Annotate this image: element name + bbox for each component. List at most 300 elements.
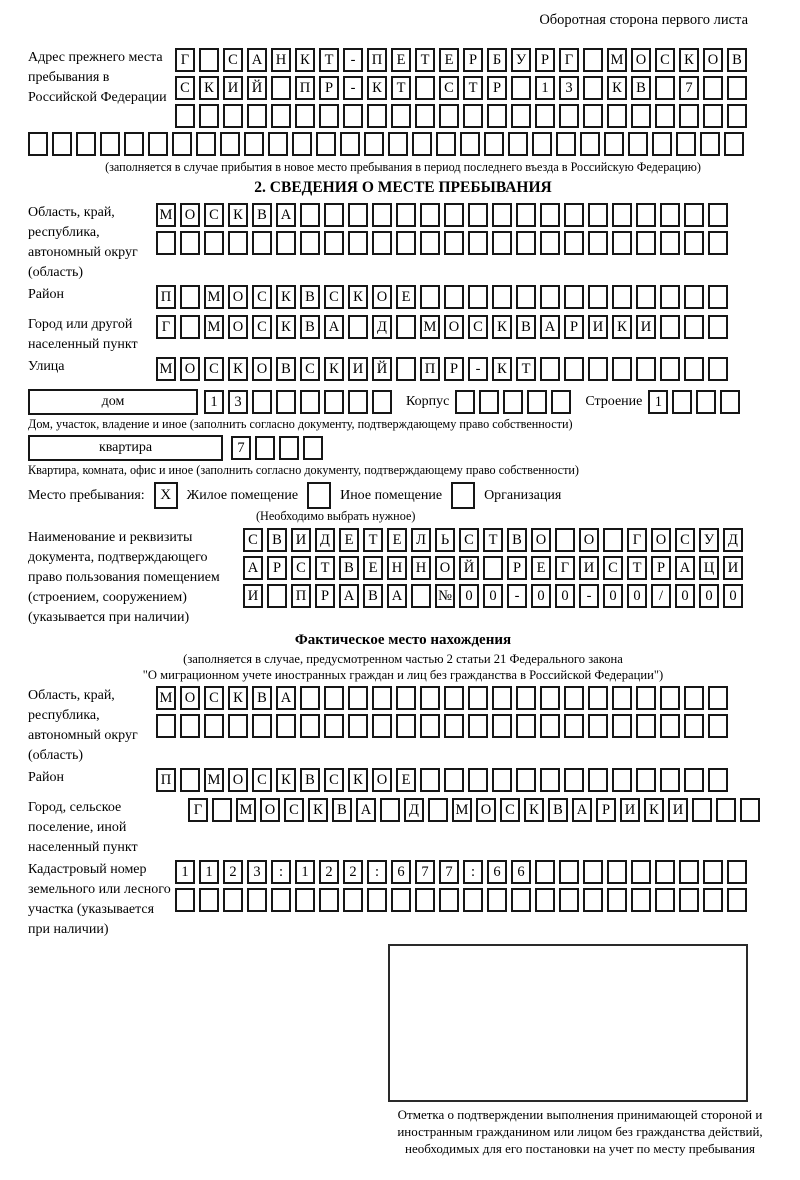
checkbox-residential[interactable]: X xyxy=(154,482,178,509)
char-cell[interactable]: Т xyxy=(627,556,647,580)
char-cell[interactable] xyxy=(196,132,216,156)
char-cell[interactable] xyxy=(295,888,315,912)
char-cell[interactable] xyxy=(612,231,632,255)
char-cell[interactable]: Р xyxy=(487,76,507,100)
char-cell[interactable] xyxy=(535,104,555,128)
char-cell[interactable] xyxy=(156,714,176,738)
char-cell[interactable]: В xyxy=(727,48,747,72)
char-cell[interactable]: Т xyxy=(483,528,503,552)
char-cell[interactable]: Й xyxy=(459,556,479,580)
char-cell[interactable] xyxy=(411,584,431,608)
char-cell[interactable]: В xyxy=(252,203,272,227)
char-cell[interactable] xyxy=(551,390,571,414)
char-cell[interactable] xyxy=(535,860,555,884)
char-cell[interactable] xyxy=(199,48,219,72)
char-cell[interactable]: И xyxy=(588,315,608,339)
char-cell[interactable] xyxy=(319,104,339,128)
char-cell[interactable]: Е xyxy=(439,48,459,72)
char-cell[interactable] xyxy=(100,132,120,156)
char-cell[interactable]: С xyxy=(223,48,243,72)
char-cell[interactable] xyxy=(348,714,368,738)
char-cell[interactable]: К xyxy=(324,357,344,381)
char-cell[interactable] xyxy=(300,390,320,414)
char-cell[interactable]: 2 xyxy=(319,860,339,884)
char-cell[interactable]: О xyxy=(651,528,671,552)
char-cell[interactable] xyxy=(223,888,243,912)
char-cell[interactable] xyxy=(300,714,320,738)
char-cell[interactable] xyxy=(267,584,287,608)
char-cell[interactable]: И xyxy=(668,798,688,822)
char-cell[interactable] xyxy=(444,203,464,227)
char-cell[interactable]: А xyxy=(247,48,267,72)
char-cell[interactable]: М xyxy=(204,285,224,309)
char-cell[interactable] xyxy=(204,231,224,255)
char-cell[interactable] xyxy=(247,104,267,128)
char-cell[interactable]: : xyxy=(463,860,483,884)
char-cell[interactable]: П xyxy=(367,48,387,72)
char-cell[interactable] xyxy=(684,285,704,309)
char-cell[interactable] xyxy=(303,436,323,460)
char-cell[interactable] xyxy=(463,888,483,912)
char-cell[interactable] xyxy=(660,231,680,255)
char-cell[interactable]: В xyxy=(252,686,272,710)
char-cell[interactable] xyxy=(420,686,440,710)
char-cell[interactable] xyxy=(492,203,512,227)
char-cell[interactable] xyxy=(439,888,459,912)
char-cell[interactable] xyxy=(492,768,512,792)
char-cell[interactable] xyxy=(692,798,712,822)
char-cell[interactable] xyxy=(348,231,368,255)
char-cell[interactable] xyxy=(271,888,291,912)
char-cell[interactable]: М xyxy=(156,357,176,381)
char-cell[interactable] xyxy=(180,285,200,309)
char-cell[interactable] xyxy=(740,798,760,822)
char-cell[interactable] xyxy=(516,768,536,792)
char-cell[interactable] xyxy=(444,768,464,792)
char-cell[interactable] xyxy=(175,888,195,912)
char-cell[interactable]: Г xyxy=(156,315,176,339)
char-cell[interactable] xyxy=(588,285,608,309)
char-cell[interactable] xyxy=(727,104,747,128)
char-cell[interactable]: С xyxy=(603,556,623,580)
char-cell[interactable] xyxy=(343,888,363,912)
char-cell[interactable] xyxy=(679,888,699,912)
char-cell[interactable]: У xyxy=(699,528,719,552)
char-cell[interactable] xyxy=(148,132,168,156)
char-cell[interactable]: О xyxy=(260,798,280,822)
char-cell[interactable]: 0 xyxy=(531,584,551,608)
char-cell[interactable]: В xyxy=(276,357,296,381)
char-cell[interactable] xyxy=(564,768,584,792)
char-cell[interactable] xyxy=(172,132,192,156)
char-cell[interactable] xyxy=(540,357,560,381)
char-cell[interactable]: 0 xyxy=(483,584,503,608)
char-cell[interactable]: А xyxy=(339,584,359,608)
char-cell[interactable]: Г xyxy=(175,48,195,72)
char-cell[interactable]: А xyxy=(387,584,407,608)
char-cell[interactable] xyxy=(636,357,656,381)
char-cell[interactable]: 0 xyxy=(555,584,575,608)
char-cell[interactable]: : xyxy=(367,860,387,884)
char-cell[interactable] xyxy=(420,203,440,227)
char-cell[interactable]: Н xyxy=(411,556,431,580)
char-cell[interactable]: В xyxy=(267,528,287,552)
char-cell[interactable]: М xyxy=(156,686,176,710)
char-cell[interactable] xyxy=(708,231,728,255)
char-cell[interactable]: Н xyxy=(271,48,291,72)
char-cell[interactable] xyxy=(420,768,440,792)
char-cell[interactable] xyxy=(703,104,723,128)
char-cell[interactable] xyxy=(199,888,219,912)
char-cell[interactable] xyxy=(487,104,507,128)
char-cell[interactable]: С xyxy=(439,76,459,100)
char-cell[interactable] xyxy=(583,888,603,912)
char-cell[interactable]: О xyxy=(476,798,496,822)
char-cell[interactable] xyxy=(564,714,584,738)
char-cell[interactable]: В xyxy=(300,315,320,339)
char-cell[interactable] xyxy=(279,436,299,460)
char-cell[interactable] xyxy=(652,132,672,156)
char-cell[interactable] xyxy=(412,132,432,156)
char-cell[interactable] xyxy=(415,104,435,128)
char-cell[interactable] xyxy=(703,888,723,912)
char-cell[interactable] xyxy=(660,768,680,792)
char-cell[interactable] xyxy=(588,714,608,738)
char-cell[interactable]: С xyxy=(655,48,675,72)
char-cell[interactable] xyxy=(180,714,200,738)
char-cell[interactable]: - xyxy=(343,48,363,72)
char-cell[interactable] xyxy=(492,714,512,738)
char-cell[interactable]: Г xyxy=(559,48,579,72)
char-cell[interactable] xyxy=(612,714,632,738)
char-cell[interactable] xyxy=(468,768,488,792)
char-cell[interactable]: - xyxy=(468,357,488,381)
char-cell[interactable]: К xyxy=(348,768,368,792)
char-cell[interactable] xyxy=(540,203,560,227)
char-cell[interactable]: О xyxy=(228,315,248,339)
char-cell[interactable]: П xyxy=(295,76,315,100)
char-cell[interactable] xyxy=(612,357,632,381)
char-cell[interactable]: К xyxy=(612,315,632,339)
char-cell[interactable]: К xyxy=(276,285,296,309)
char-cell[interactable]: В xyxy=(332,798,352,822)
char-cell[interactable] xyxy=(511,76,531,100)
char-cell[interactable] xyxy=(660,285,680,309)
char-cell[interactable]: С xyxy=(324,285,344,309)
char-cell[interactable]: С xyxy=(243,528,263,552)
char-cell[interactable] xyxy=(580,132,600,156)
char-cell[interactable] xyxy=(720,390,740,414)
char-cell[interactable]: М xyxy=(156,203,176,227)
char-cell[interactable] xyxy=(708,768,728,792)
char-cell[interactable]: С xyxy=(284,798,304,822)
char-cell[interactable]: Т xyxy=(315,556,335,580)
char-cell[interactable] xyxy=(555,528,575,552)
char-cell[interactable] xyxy=(655,860,675,884)
char-cell[interactable]: К xyxy=(492,357,512,381)
char-cell[interactable] xyxy=(516,231,536,255)
char-cell[interactable] xyxy=(556,132,576,156)
char-cell[interactable]: Р xyxy=(463,48,483,72)
char-cell[interactable] xyxy=(631,860,651,884)
char-cell[interactable] xyxy=(564,686,584,710)
char-cell[interactable] xyxy=(583,76,603,100)
char-cell[interactable] xyxy=(468,203,488,227)
char-cell[interactable] xyxy=(180,315,200,339)
char-cell[interactable] xyxy=(492,231,512,255)
char-cell[interactable]: - xyxy=(343,76,363,100)
char-cell[interactable]: 0 xyxy=(603,584,623,608)
char-cell[interactable] xyxy=(252,231,272,255)
char-cell[interactable]: С xyxy=(500,798,520,822)
char-cell[interactable]: № xyxy=(435,584,455,608)
char-cell[interactable]: 3 xyxy=(559,76,579,100)
char-cell[interactable]: М xyxy=(420,315,440,339)
char-cell[interactable]: А xyxy=(324,315,344,339)
char-cell[interactable] xyxy=(612,285,632,309)
char-cell[interactable] xyxy=(703,76,723,100)
char-cell[interactable] xyxy=(244,132,264,156)
char-cell[interactable]: - xyxy=(579,584,599,608)
char-cell[interactable]: Д xyxy=(315,528,335,552)
char-cell[interactable]: И xyxy=(636,315,656,339)
char-cell[interactable]: П xyxy=(291,584,311,608)
char-cell[interactable]: А xyxy=(243,556,263,580)
char-cell[interactable] xyxy=(532,132,552,156)
char-cell[interactable] xyxy=(324,390,344,414)
char-cell[interactable] xyxy=(676,132,696,156)
char-cell[interactable] xyxy=(540,285,560,309)
char-cell[interactable] xyxy=(479,390,499,414)
char-cell[interactable]: Е xyxy=(396,285,416,309)
char-cell[interactable] xyxy=(367,888,387,912)
char-cell[interactable]: С xyxy=(459,528,479,552)
char-cell[interactable] xyxy=(636,714,656,738)
char-cell[interactable]: Е xyxy=(339,528,359,552)
char-cell[interactable] xyxy=(348,390,368,414)
char-cell[interactable] xyxy=(199,104,219,128)
char-cell[interactable]: С xyxy=(204,686,224,710)
char-cell[interactable]: Д xyxy=(372,315,392,339)
char-cell[interactable] xyxy=(607,888,627,912)
char-cell[interactable]: И xyxy=(223,76,243,100)
char-cell[interactable]: О xyxy=(252,357,272,381)
char-cell[interactable]: Е xyxy=(363,556,383,580)
char-cell[interactable] xyxy=(583,104,603,128)
char-cell[interactable] xyxy=(511,104,531,128)
char-cell[interactable] xyxy=(228,231,248,255)
char-cell[interactable] xyxy=(468,285,488,309)
char-cell[interactable] xyxy=(727,888,747,912)
char-cell[interactable] xyxy=(516,686,536,710)
char-cell[interactable] xyxy=(396,231,416,255)
char-cell[interactable] xyxy=(343,104,363,128)
char-cell[interactable] xyxy=(660,357,680,381)
char-cell[interactable]: Р xyxy=(319,76,339,100)
char-cell[interactable] xyxy=(391,888,411,912)
char-cell[interactable] xyxy=(316,132,336,156)
char-cell[interactable] xyxy=(559,104,579,128)
char-cell[interactable] xyxy=(292,132,312,156)
char-cell[interactable] xyxy=(252,390,272,414)
char-cell[interactable]: 6 xyxy=(487,860,507,884)
char-cell[interactable]: М xyxy=(204,768,224,792)
char-cell[interactable] xyxy=(672,390,692,414)
char-cell[interactable]: К xyxy=(228,203,248,227)
char-cell[interactable]: Г xyxy=(627,528,647,552)
char-cell[interactable] xyxy=(52,132,72,156)
char-cell[interactable]: А xyxy=(540,315,560,339)
char-cell[interactable]: Т xyxy=(415,48,435,72)
char-cell[interactable] xyxy=(436,132,456,156)
char-cell[interactable] xyxy=(636,768,656,792)
char-cell[interactable]: О xyxy=(228,285,248,309)
char-cell[interactable] xyxy=(348,203,368,227)
char-cell[interactable] xyxy=(503,390,523,414)
char-cell[interactable]: К xyxy=(644,798,664,822)
char-cell[interactable] xyxy=(588,203,608,227)
char-cell[interactable]: Й xyxy=(372,357,392,381)
char-cell[interactable] xyxy=(484,132,504,156)
char-cell[interactable] xyxy=(396,357,416,381)
char-cell[interactable] xyxy=(655,104,675,128)
char-cell[interactable] xyxy=(487,888,507,912)
char-cell[interactable] xyxy=(679,104,699,128)
char-cell[interactable] xyxy=(655,888,675,912)
char-cell[interactable] xyxy=(300,231,320,255)
char-cell[interactable]: 1 xyxy=(535,76,555,100)
char-cell[interactable]: - xyxy=(507,584,527,608)
char-cell[interactable] xyxy=(708,714,728,738)
char-cell[interactable]: И xyxy=(291,528,311,552)
char-cell[interactable] xyxy=(324,686,344,710)
char-cell[interactable] xyxy=(540,231,560,255)
char-cell[interactable]: Р xyxy=(315,584,335,608)
char-cell[interactable]: А xyxy=(276,203,296,227)
char-cell[interactable] xyxy=(444,231,464,255)
char-cell[interactable]: 7 xyxy=(439,860,459,884)
char-cell[interactable] xyxy=(684,357,704,381)
char-cell[interactable]: М xyxy=(204,315,224,339)
char-cell[interactable]: Н xyxy=(387,556,407,580)
char-cell[interactable] xyxy=(727,76,747,100)
char-cell[interactable]: И xyxy=(243,584,263,608)
char-cell[interactable] xyxy=(276,231,296,255)
char-cell[interactable]: 3 xyxy=(247,860,267,884)
char-cell[interactable]: К xyxy=(679,48,699,72)
char-cell[interactable]: А xyxy=(675,556,695,580)
char-cell[interactable] xyxy=(604,132,624,156)
char-cell[interactable]: В xyxy=(300,768,320,792)
char-cell[interactable]: Т xyxy=(391,76,411,100)
char-cell[interactable]: К xyxy=(492,315,512,339)
char-cell[interactable] xyxy=(684,714,704,738)
char-cell[interactable]: Р xyxy=(564,315,584,339)
char-cell[interactable]: 6 xyxy=(511,860,531,884)
char-cell[interactable]: Л xyxy=(411,528,431,552)
char-cell[interactable] xyxy=(527,390,547,414)
char-cell[interactable] xyxy=(276,390,296,414)
char-cell[interactable] xyxy=(607,104,627,128)
char-cell[interactable] xyxy=(348,686,368,710)
char-cell[interactable]: Д xyxy=(404,798,424,822)
char-cell[interactable]: 0 xyxy=(627,584,647,608)
char-cell[interactable] xyxy=(612,686,632,710)
char-cell[interactable] xyxy=(603,528,623,552)
char-cell[interactable]: 0 xyxy=(723,584,743,608)
char-cell[interactable] xyxy=(700,132,720,156)
char-cell[interactable] xyxy=(460,132,480,156)
char-cell[interactable] xyxy=(220,132,240,156)
char-cell[interactable]: О xyxy=(531,528,551,552)
char-cell[interactable] xyxy=(628,132,648,156)
char-cell[interactable] xyxy=(324,714,344,738)
char-cell[interactable] xyxy=(372,203,392,227)
char-cell[interactable] xyxy=(340,132,360,156)
char-cell[interactable]: Ь xyxy=(435,528,455,552)
char-cell[interactable] xyxy=(428,798,448,822)
char-cell[interactable] xyxy=(420,285,440,309)
char-cell[interactable] xyxy=(660,203,680,227)
char-cell[interactable]: / xyxy=(651,584,671,608)
char-cell[interactable] xyxy=(444,686,464,710)
char-cell[interactable]: В xyxy=(300,285,320,309)
char-cell[interactable]: Г xyxy=(555,556,575,580)
char-cell[interactable] xyxy=(684,231,704,255)
char-cell[interactable] xyxy=(696,390,716,414)
char-cell[interactable]: Б xyxy=(487,48,507,72)
char-cell[interactable]: А xyxy=(572,798,592,822)
char-cell[interactable]: С xyxy=(204,203,224,227)
char-cell[interactable] xyxy=(367,104,387,128)
char-cell[interactable]: В xyxy=(631,76,651,100)
char-cell[interactable]: К xyxy=(348,285,368,309)
char-cell[interactable] xyxy=(300,686,320,710)
char-cell[interactable] xyxy=(444,714,464,738)
char-cell[interactable] xyxy=(588,231,608,255)
char-cell[interactable] xyxy=(156,231,176,255)
char-cell[interactable] xyxy=(348,315,368,339)
char-cell[interactable]: И xyxy=(723,556,743,580)
char-cell[interactable]: С xyxy=(204,357,224,381)
char-cell[interactable] xyxy=(271,76,291,100)
char-cell[interactable]: Й xyxy=(247,76,267,100)
char-cell[interactable]: Р xyxy=(596,798,616,822)
char-cell[interactable] xyxy=(708,315,728,339)
char-cell[interactable]: К xyxy=(228,686,248,710)
char-cell[interactable]: К xyxy=(228,357,248,381)
char-cell[interactable]: Т xyxy=(363,528,383,552)
char-cell[interactable]: Р xyxy=(651,556,671,580)
char-cell[interactable]: С xyxy=(252,768,272,792)
char-cell[interactable] xyxy=(439,104,459,128)
char-cell[interactable]: К xyxy=(276,315,296,339)
char-cell[interactable]: А xyxy=(356,798,376,822)
char-cell[interactable] xyxy=(396,686,416,710)
char-cell[interactable] xyxy=(564,285,584,309)
char-cell[interactable]: И xyxy=(620,798,640,822)
char-cell[interactable] xyxy=(415,76,435,100)
char-cell[interactable] xyxy=(631,888,651,912)
char-cell[interactable] xyxy=(372,714,392,738)
char-cell[interactable] xyxy=(396,203,416,227)
char-cell[interactable]: Р xyxy=(444,357,464,381)
char-cell[interactable]: И xyxy=(579,556,599,580)
char-cell[interactable] xyxy=(612,768,632,792)
char-cell[interactable] xyxy=(271,104,291,128)
char-cell[interactable] xyxy=(684,768,704,792)
char-cell[interactable]: Ц xyxy=(699,556,719,580)
